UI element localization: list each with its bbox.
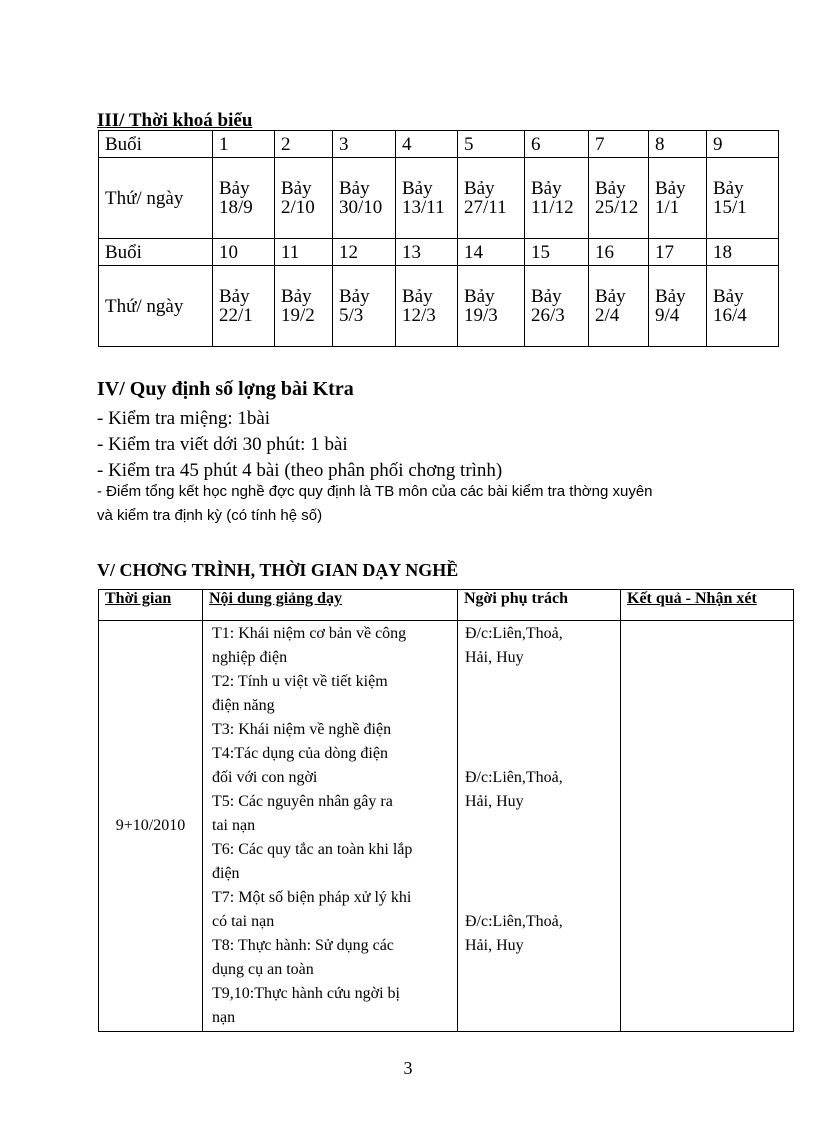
content-cell <box>203 621 458 1032</box>
lesson-line: tai nạn <box>212 817 256 834</box>
row-label: Thứ/ ngày <box>99 266 213 347</box>
timetable-row <box>99 266 779 347</box>
header-content: Nội dung giảng dạy <box>203 590 458 621</box>
timetable-row <box>99 239 779 266</box>
row-label: Thứ/ ngày <box>99 158 213 239</box>
session-number: 17 <box>649 239 707 266</box>
session-number: 6 <box>525 131 589 158</box>
timetable-row <box>99 158 779 239</box>
session-date: Bảy 15/1 <box>707 158 779 239</box>
program-table <box>98 589 794 1032</box>
lesson-line: đối với con ngời <box>212 769 318 786</box>
session-date: Bảy 13/11 <box>396 158 458 239</box>
lesson-line: T7: Một số biện pháp xử lý khi <box>212 889 412 906</box>
lesson-line: dụng cụ an toàn <box>212 961 314 978</box>
lesson-line: T4:Tác dụng của dòng điện <box>212 745 388 762</box>
header-result: Kết quả - Nhận xét <box>621 590 794 621</box>
lesson-line: nghiệp điện <box>212 649 288 666</box>
session-date: Bảy 18/9 <box>213 158 275 239</box>
lesson-line: T1: Khái niệm cơ bản về công <box>212 625 407 642</box>
session-date: Bảy 25/12 <box>589 158 649 239</box>
program-table-header <box>99 590 794 621</box>
header-time: Thời gian <box>99 590 203 621</box>
session-number: 13 <box>396 239 458 266</box>
session-number: 2 <box>275 131 333 158</box>
responsible-cell <box>458 621 621 1032</box>
section-4-title: IV/ Quy định số lợng bài Ktra <box>97 378 354 400</box>
row-label: Buổi <box>99 239 213 266</box>
session-date: Bảy 16/4 <box>707 266 779 347</box>
lesson-line: có tai nạn <box>212 913 275 930</box>
session-date: Bảy 1/1 <box>649 158 707 239</box>
session-number: 14 <box>458 239 525 266</box>
session-date: Bảy 9/4 <box>649 266 707 347</box>
session-number: 18 <box>707 239 779 266</box>
lesson-line: T6: Các quy tắc an toàn khi lắp <box>212 841 413 858</box>
rule-item: - Kiểm tra viết dới 30 phút: 1 bài <box>97 434 348 455</box>
responsible-entry: Đ/c:Liên,Thoả, Hải, Huy <box>465 625 563 666</box>
session-number: 16 <box>589 239 649 266</box>
grading-note-line: - Điểm tổng kết học nghề đợc quy định là TB môn của các bài kiểm tra thờng xuyên <box>97 483 653 500</box>
rule-item: - Kiểm tra 45 phút 4 bài (theo phân phối chơng trình) <box>97 460 503 481</box>
lesson-line: T2: Tính u việt về tiết kiệm <box>212 673 388 690</box>
page-number: 3 <box>403 1058 413 1078</box>
section-5-title: V/ CHƠNG TRÌNH, THỜI GIAN DẠY NGHỀ <box>97 560 459 580</box>
lesson-line: T8: Thực hành: Sử dụng các <box>212 937 394 954</box>
session-number: 8 <box>649 131 707 158</box>
lesson-line: T5: Các nguyên nhân gây ra <box>212 793 393 810</box>
session-number: 12 <box>333 239 396 266</box>
timetable <box>98 130 779 347</box>
lesson-line: T3: Khái niệm về nghề điện <box>212 721 392 738</box>
session-date: Bảy 2/4 <box>589 266 649 347</box>
session-number: 10 <box>213 239 275 266</box>
session-date: Bảy 19/3 <box>458 266 525 347</box>
row-label: Buổi <box>99 131 213 158</box>
session-number: 15 <box>525 239 589 266</box>
program-table-row <box>99 621 794 1032</box>
session-number: 7 <box>589 131 649 158</box>
session-date: Bảy 12/3 <box>396 266 458 347</box>
lesson-line: điện năng <box>212 697 275 714</box>
section-3-title: III/ Thời khoá biểu <box>97 110 253 131</box>
lesson-line: điện <box>212 865 240 882</box>
rule-item: - Kiểm tra miệng: 1bài <box>97 408 271 429</box>
session-number: 1 <box>213 131 275 158</box>
session-date: Bảy 11/12 <box>525 158 589 239</box>
session-number: 4 <box>396 131 458 158</box>
responsible-entry: Đ/c:Liên,Thoả, Hải, Huy <box>465 769 563 810</box>
result-cell <box>621 621 794 1032</box>
lesson-line: nạn <box>212 1009 236 1026</box>
session-date: Bảy 27/11 <box>458 158 525 239</box>
session-date: Bảy 19/2 <box>275 266 333 347</box>
session-date: Bảy 22/1 <box>213 266 275 347</box>
session-number: 9 <box>707 131 779 158</box>
session-date: Bảy 30/10 <box>333 158 396 239</box>
period-cell: 9+10/2010 <box>99 621 203 1032</box>
header-responsible: Ngời phụ trách <box>458 590 621 621</box>
session-date: Bảy 5/3 <box>333 266 396 347</box>
session-number: 3 <box>333 131 396 158</box>
grading-note-line: và kiểm tra định kỳ (có tính hệ số) <box>97 507 323 524</box>
responsible-entry: Đ/c:Liên,Thoả, Hải, Huy <box>465 913 563 954</box>
session-date: Bảy 2/10 <box>275 158 333 239</box>
lesson-line: T9,10:Thực hành cứu ngời bị <box>212 985 400 1002</box>
session-number: 11 <box>275 239 333 266</box>
session-number: 5 <box>458 131 525 158</box>
session-date: Bảy 26/3 <box>525 266 589 347</box>
timetable-row <box>99 131 779 158</box>
